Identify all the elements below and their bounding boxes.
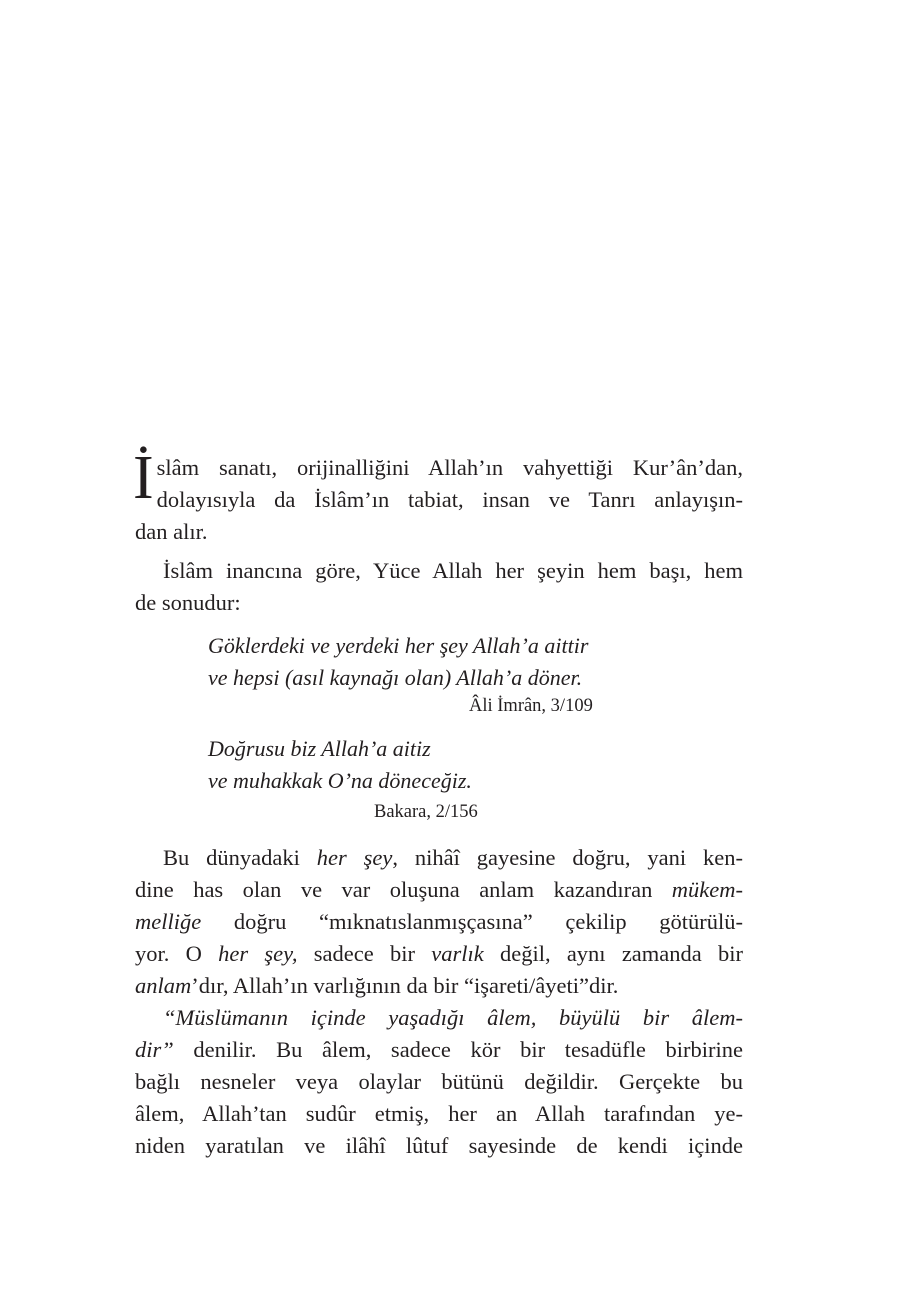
paragraph-1 [133,444,743,548]
paragraph-4-line-5: niden yaratılan ve ilâhî lûtuf sayesinde de kendi içinde [135,1133,743,1158]
text-run: yor. O [135,941,219,966]
quote-1-line-1: Göklerdeki ve yerdeki her şey Allah’a aittir [208,633,589,658]
paragraph-3-line-1 [135,842,743,874]
text-run: ’dır, Allah’ın varlığının da bir “işareti/âyeti”dir. [191,973,619,998]
quote-1-reference: Âli İmrân, 3/109 [469,696,593,716]
paragraph-4 [135,1002,743,1162]
emphasis: dir” [135,1037,174,1062]
text-run: dine has olan ve var oluşuna anlam kazandıran [135,877,672,902]
paragraph-3-line-4 [135,938,743,970]
quote-2 [208,733,472,797]
paragraph-2 [135,555,743,619]
paragraph-4-line-3: bağlı nesneler veya olaylar bütünü değildir. Gerçekte bu [135,1069,743,1094]
text-run: , nihâî gayesine doğru, yani ken- [392,845,743,870]
paragraph-2-line-1: İslâm inancına göre, Yüce Allah her şeyin hem başı, hem [163,558,743,583]
quote-1 [208,630,588,694]
text-run: sadece bir [297,941,432,966]
paragraph-1-line-2: dolayısıyla da İslâm’ın tabiat, insan ve Tanrı anlayışın- [156,487,743,512]
paragraph-3-line-2 [135,874,743,906]
paragraph-4-line-2 [135,1034,743,1066]
emphasis: mükem- [671,877,743,902]
text-run: denilir. Bu âlem, sadece kör bir tesadüfle birbirine [173,1037,743,1062]
emphasis: her şey [316,845,393,870]
drop-cap: İ [133,444,154,512]
paragraph-4-line-4: âlem, Allah’tan sudûr etmiş, her an Allah tarafından ye- [135,1101,743,1126]
paragraph-3-line-3 [135,906,743,938]
quote-2-reference: Bakara, 2/156 [374,802,478,822]
paragraph-2-line-2: de sonudur: [135,590,241,615]
paragraph-3 [135,842,743,1002]
emphasis: “Müslümanın içinde yaşadığı âlem, büyülü bir âlem- [163,1005,743,1030]
text-run: doğru “mıknatıslanmışçasına” çekilip götürülü- [201,909,743,934]
emphasis: varlık [431,941,484,966]
paragraph-1-line-3: dan alır. [135,519,208,544]
text-run: Bu dünyadaki [163,845,317,870]
quote-2-line-1: Doğrusu biz Allah’a aitiz [208,736,431,761]
text-run: değil, aynı zamanda bir [483,941,744,966]
emphasis: melliğe [135,909,202,934]
emphasis: her şey, [218,941,298,966]
emphasis: anlam [135,973,192,998]
quote-1-line-2: ve hepsi (asıl kaynağı olan) Allah’a döner. [208,665,583,690]
quote-2-line-2: ve muhakkak O’na döneceğiz. [208,768,472,793]
paragraph-4-line-1 [135,1002,743,1034]
paragraph-3-line-5 [135,970,743,1002]
paragraph-1-line-1: slâm sanatı, orijinalliğini Allah’ın vahyettiği Kur’ân’dan, [156,455,743,480]
